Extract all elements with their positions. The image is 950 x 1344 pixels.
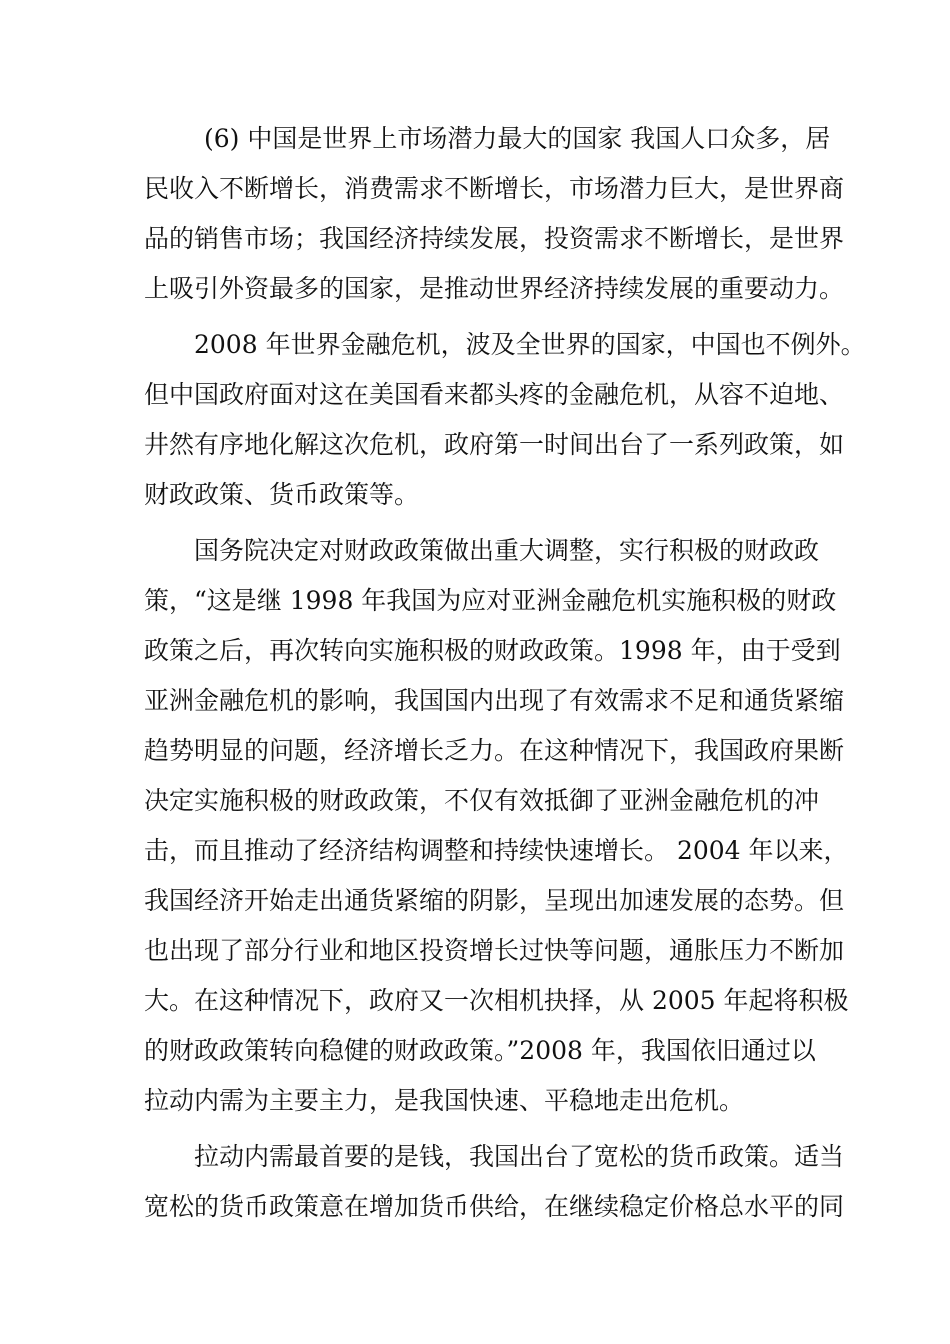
paragraph-3-line-11: 的财政政策转向稳健的财政政策。”2008 年，我国依旧通过以 xyxy=(144,1036,816,1065)
paragraph-3-line-10: 大。在这种情况下，政府又一次相机抉择，从 2005 年起将积极 xyxy=(144,986,849,1015)
paragraph-4-line-1: 拉动内需最首要的是钱，我国出台了宽松的货币政策。适当 xyxy=(194,1142,845,1171)
paragraph-2-line-3: 井然有序地化解这次危机，政府第一时间出台了一系列政策，如 xyxy=(144,430,845,459)
paragraph-1-line-1: (6) 中国是世界上市场潜力最大的国家 我国人口众多，居 xyxy=(204,124,831,153)
paragraph-3-line-4: 亚洲金融危机的影响，我国国内出现了有效需求不足和通货紧缩 xyxy=(144,686,845,715)
paragraph-1-line-4: 上吸引外资最多的国家，是推动世界经济持续发展的重要动力。 xyxy=(144,274,845,303)
paragraph-3-line-5: 趋势明显的问题，经济增长乏力。在这种情况下，我国政府果断 xyxy=(144,736,845,765)
paragraph-2-line-4: 财政政策、货币政策等。 xyxy=(144,480,420,509)
paragraph-3-line-6: 决定实施积极的财政政策，不仅有效抵御了亚洲金融危机的冲 xyxy=(144,786,820,815)
paragraph-3-line-9: 也出现了部分行业和地区投资增长过快等问题，通胀压力不断加 xyxy=(144,936,845,965)
paragraph-1-line-2: 民收入不断增长，消费需求不断增长，市场潜力巨大，是世界商 xyxy=(144,174,845,203)
paragraph-3-line-7: 击，而且推动了经济结构调整和持续快速增长。 2004 年以来， xyxy=(144,836,849,865)
paragraph-1-line-3: 品的销售市场；我国经济持续发展，投资需求不断增长，是世界 xyxy=(144,224,845,253)
paragraph-3-line-2: 策，“这是继 1998 年我国为应对亚洲金融危机实施积极的财政 xyxy=(144,586,837,615)
paragraph-3-line-8: 我国经济开始走出通货紧缩的阴影，呈现出加速发展的态势。但 xyxy=(144,886,845,915)
paragraph-3-line-1: 国务院决定对财政政策做出重大调整，实行积极的财政政 xyxy=(194,536,820,565)
paragraph-3-line-3: 政策之后，再次转向实施积极的财政政策。1998 年，由于受到 xyxy=(144,636,841,665)
paragraph-2-line-2: 但中国政府面对这在美国看来都头疼的金融危机，从容不迫地、 xyxy=(144,380,845,409)
paragraph-4-line-2: 宽松的货币政策意在增加货币供给，在继续稳定价格总水平的同 xyxy=(144,1192,845,1221)
document-body xyxy=(144,114,866,1232)
paragraph-2-line-1: 2008 年世界金融危机，波及全世界的国家，中国也不例外。 xyxy=(194,330,866,359)
paragraph-3-line-12: 拉动内需为主要主力，是我国快速、平稳地走出危机。 xyxy=(144,1086,745,1115)
